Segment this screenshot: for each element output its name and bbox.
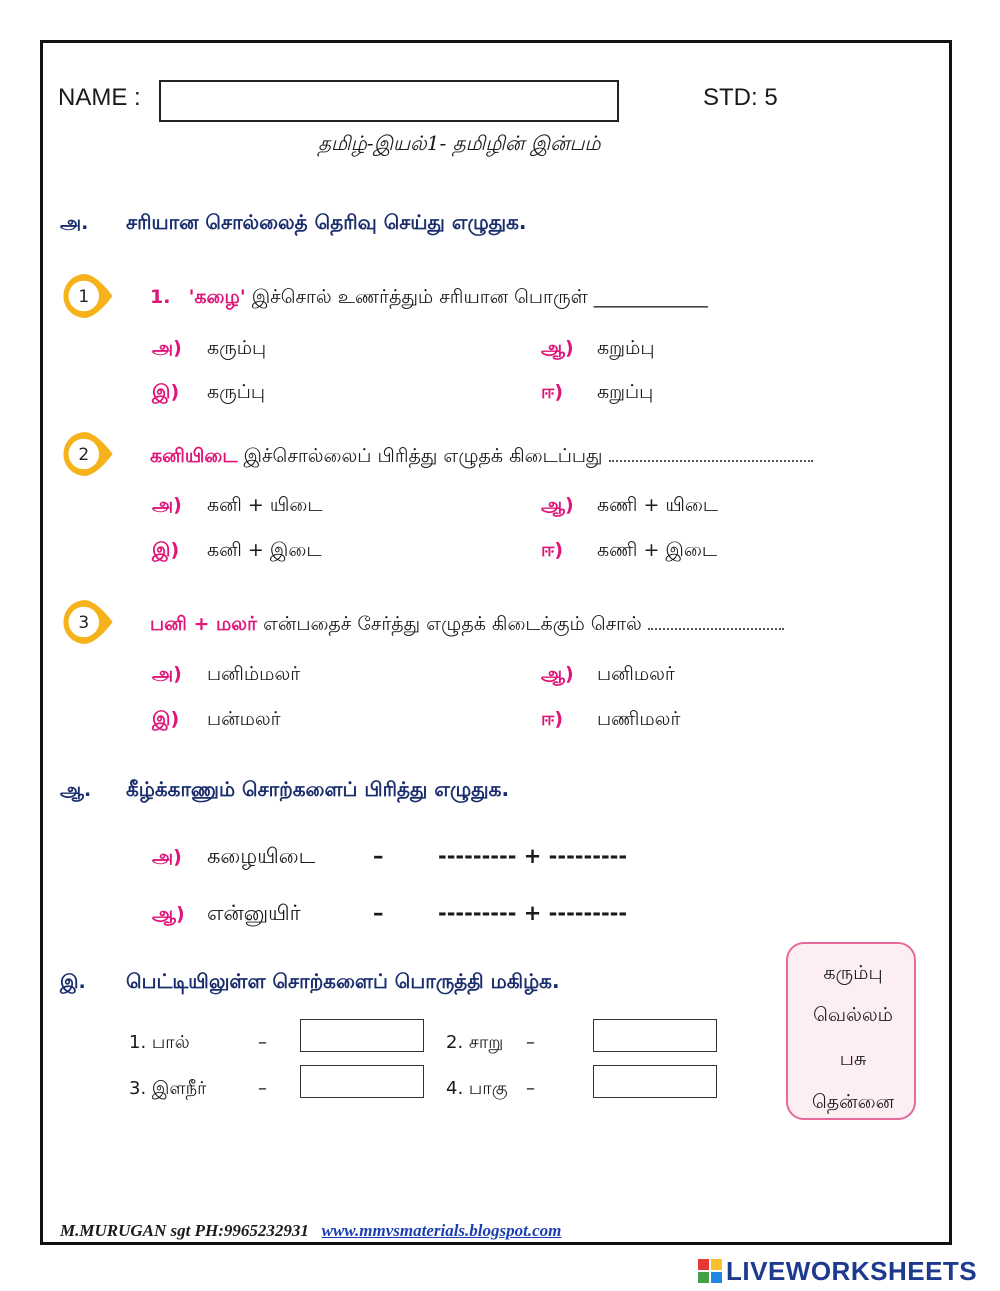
- q3-option-i[interactable]: பன்மலர்: [207, 708, 281, 730]
- question-2-keyword: கனியிடை: [150, 445, 238, 467]
- section-aa-title: கீழ்க்காணும் சொற்களைப் பிரித்து எழுதுக.: [126, 777, 510, 801]
- question-2-text: இச்சொல்லைப் பிரித்து எழுதக் கிடைப்பது: [243, 445, 603, 467]
- liveworksheets-logo-icon: [698, 1259, 722, 1283]
- match-3-dash: –: [258, 1078, 267, 1099]
- match-1-dash: –: [258, 1032, 267, 1053]
- std-label: STD: 5: [703, 84, 778, 111]
- q2-option-aa-letter: ஆ): [541, 494, 574, 516]
- q1-option-aa-letter: ஆ): [541, 337, 574, 359]
- split-aa-blank[interactable]: --------- + ---------: [438, 901, 628, 925]
- word-box-item: கரும்பு: [823, 962, 883, 984]
- q2-option-a[interactable]: கனி + யிடை: [207, 494, 323, 516]
- badge-1-number: 1: [78, 285, 90, 306]
- q1-option-a[interactable]: கரும்பு: [207, 337, 267, 359]
- section-aa-letter: ஆ.: [60, 779, 92, 801]
- section-i-letter: இ.: [60, 971, 86, 993]
- q1-option-aa[interactable]: கறும்பு: [597, 337, 655, 359]
- q3-option-aa-letter: ஆ): [541, 663, 574, 685]
- word-box: [786, 942, 916, 1120]
- footer-link[interactable]: www.mmvsmaterials.blogspot.com: [321, 1221, 562, 1240]
- match-3-input[interactable]: [300, 1065, 424, 1098]
- liveworksheets-brand: LIVEWORKSHEETS: [726, 1256, 978, 1286]
- question-3: [150, 612, 784, 638]
- q2-option-i[interactable]: கனி + இடை: [207, 539, 322, 561]
- match-1-input[interactable]: [300, 1019, 424, 1052]
- q2-option-a-letter: அ): [152, 494, 182, 516]
- question-3-keyword: பனி + மலர்: [150, 613, 258, 635]
- q2-option-ii[interactable]: கணி + இடை: [597, 539, 717, 561]
- question-2: [150, 444, 813, 470]
- split-aa-letter: ஆ): [152, 903, 185, 925]
- match-2-input[interactable]: [593, 1019, 717, 1052]
- badge-2-number: 2: [78, 443, 90, 464]
- word-box-item: வெல்லம்: [813, 1004, 893, 1026]
- split-aa-dash: –: [373, 901, 384, 925]
- match-4-label: 4. பாகு: [446, 1078, 508, 1099]
- split-a-blank[interactable]: --------- + ---------: [438, 844, 628, 868]
- q2-option-ii-letter: ஈ): [541, 539, 564, 561]
- badge-1-icon: [60, 268, 116, 324]
- q3-option-ii[interactable]: பணிமலர்: [597, 708, 681, 730]
- question-1-keyword: 'கழை': [188, 286, 246, 308]
- footer-author: M.MURUGAN sgt PH:9965232931: [60, 1221, 309, 1240]
- name-label: NAME :: [58, 84, 141, 111]
- match-4-dash: –: [526, 1078, 535, 1099]
- split-a-letter: அ): [152, 846, 182, 868]
- word-box-item: தென்னை: [812, 1091, 894, 1113]
- badge-2-icon: [60, 426, 116, 482]
- q2-option-aa[interactable]: கணி + யிடை: [597, 494, 719, 516]
- question-2-blank[interactable]: [609, 444, 813, 462]
- badge-3-icon: [60, 594, 116, 650]
- question-3-text: என்பதைச் சேர்த்து எழுதக் கிடைக்கும் சொல்: [263, 613, 642, 635]
- match-1-label: 1. பால்: [129, 1032, 190, 1053]
- match-2-dash: –: [526, 1032, 535, 1053]
- question-1-text: இச்சொல் உணர்த்தும் சரியான பொருள் ____________: [251, 286, 708, 308]
- q3-option-aa[interactable]: பனிமலர்: [597, 663, 675, 685]
- match-2-label: 2. சாறு: [446, 1032, 504, 1053]
- q3-option-a[interactable]: பனிம்மலர்: [207, 663, 301, 685]
- question-3-blank[interactable]: [648, 612, 784, 630]
- q2-option-i-letter: இ): [152, 539, 180, 561]
- badge-3-number: 3: [78, 611, 90, 632]
- q1-option-ii-letter: ஈ): [541, 381, 564, 403]
- section-a-title: சரியான சொல்லைத் தெரிவு செய்து எழுதுக.: [126, 210, 527, 234]
- split-aa-word: என்னுயிர்: [207, 901, 301, 925]
- q3-option-a-letter: அ): [152, 663, 182, 685]
- split-a-word: கழையிடை: [207, 844, 316, 868]
- worksheet-subtitle: தமிழ்-இயல்1- தமிழின் இன்பம்: [318, 131, 601, 155]
- question-1: [150, 286, 708, 311]
- match-3-label: 3. இளநீர்: [129, 1078, 207, 1099]
- q3-option-ii-letter: ஈ): [541, 708, 564, 730]
- match-4-input[interactable]: [593, 1065, 717, 1098]
- footer: [60, 1221, 561, 1241]
- q1-option-a-letter: அ): [152, 337, 182, 359]
- word-box-item: பசு: [839, 1048, 867, 1070]
- q1-option-ii[interactable]: கறுப்பு: [597, 381, 654, 403]
- name-input[interactable]: [159, 80, 619, 122]
- q1-option-i-letter: இ): [152, 381, 180, 403]
- section-a-letter: அ.: [60, 212, 89, 234]
- q3-option-i-letter: இ): [152, 708, 180, 730]
- q1-option-i[interactable]: கருப்பு: [207, 381, 266, 403]
- question-1-number: 1.: [150, 286, 171, 308]
- section-i-title: பெட்டியிலுள்ள சொற்களைப் பொருத்தி மகிழ்க.: [126, 969, 560, 993]
- split-a-dash: –: [373, 844, 384, 868]
